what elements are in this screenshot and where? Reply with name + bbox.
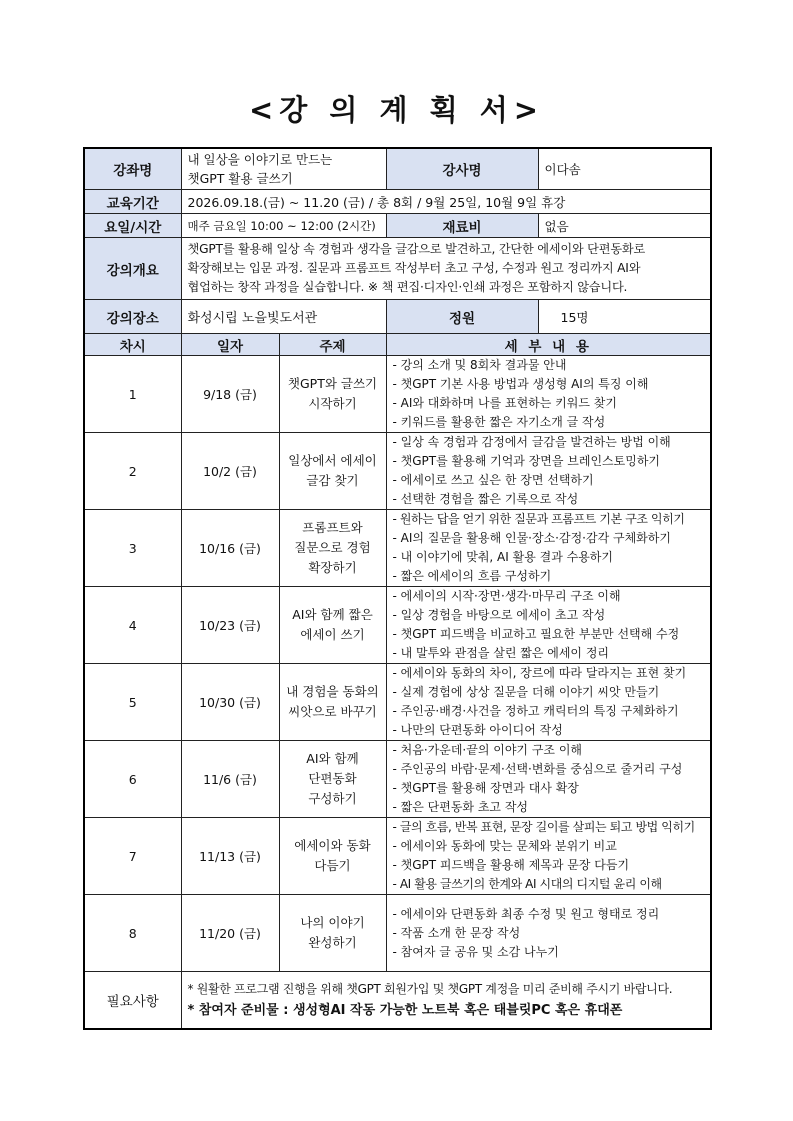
- session-detail-item: - AI와 대화하며 나를 표현하는 키워드 찾기: [392, 396, 617, 410]
- session-topic-line: 챗GPT와 글쓰기: [287, 376, 378, 391]
- session-row: [84, 818, 711, 895]
- session-number: 3: [84, 510, 181, 587]
- session-row: [84, 587, 711, 664]
- session-detail-item: - 짧은 단편동화 초고 작성: [392, 800, 529, 814]
- session-date: 11/13 (금): [181, 818, 279, 895]
- session-topic-line: 구성하기: [308, 791, 357, 806]
- session-detail-item: - 강의 소개 및 8회차 결과물 안내: [392, 358, 567, 372]
- session-topic: [279, 818, 386, 895]
- session-details: [386, 356, 711, 433]
- session-number: 6: [84, 741, 181, 818]
- session-detail-item: - 나만의 단편동화 아이디어 작성: [392, 723, 563, 737]
- session-detail-item: - 일상 속 경험과 감정에서 글감을 발견하는 방법 이해: [392, 435, 671, 449]
- session-detail-item: - 에세이와 동화에 맞는 문체와 분위기 비교: [392, 839, 617, 853]
- session-number: 2: [84, 433, 181, 510]
- session-detail-item: - 챗GPT 피드백을 비교하고 필요한 부분만 선택해 수정: [392, 627, 680, 641]
- session-detail-item: - 처음·가운데·끝의 이야기 구조 이해: [392, 743, 583, 757]
- requirements-label: 필요사항: [84, 972, 181, 1029]
- session-detail-item: - 내 이야기에 맞춰, AI 활용 결과 수용하기: [392, 550, 613, 564]
- session-detail-item: - 내 말투와 관점을 살린 짧은 에세이 정리: [392, 646, 610, 660]
- session-detail-item: - 짧은 에세이의 흐름 구성하기: [392, 569, 552, 583]
- session-number: 1: [84, 356, 181, 433]
- session-topic-line: 프롬프트와: [302, 520, 363, 535]
- fee-label: 재료비: [386, 214, 538, 238]
- session-detail-item: - 주인공·배경·사건을 정하고 캐릭터의 특징 구체화하기: [392, 704, 679, 718]
- period-label: 교육기간: [84, 190, 181, 214]
- session-topic-line: 다듬기: [314, 858, 351, 873]
- overview-label: 강의개요: [84, 238, 181, 300]
- capacity-label: 정원: [386, 300, 538, 334]
- session-topic-line: 씨앗으로 바꾸기: [288, 704, 377, 719]
- session-topic-line: 나의 이야기: [300, 915, 365, 930]
- fee-value: 없음: [538, 214, 711, 238]
- session-detail-item: - 글의 흐름, 반복 표현, 문장 길이를 살피는 퇴고 방법 익히기: [392, 820, 695, 834]
- session-number: 7: [84, 818, 181, 895]
- session-details: [386, 895, 711, 972]
- session-detail-item: - AI의 질문을 활용해 인물·장소·감정·감각 구체화하기: [392, 531, 671, 545]
- session-topic-line: 확장하기: [308, 560, 357, 575]
- session-detail-item: - 에세이로 쓰고 싶은 한 장면 선택하기: [392, 473, 594, 487]
- session-detail-item: - AI 활용 글쓰기의 한계와 AI 시대의 디지털 윤리 이해: [392, 877, 662, 891]
- instructor-value: 이다솜: [538, 148, 711, 190]
- session-topic-line: 시작하기: [308, 396, 357, 411]
- session-detail-item: - 챗GPT를 활용해 기억과 장면을 브레인스토밍하기: [392, 454, 661, 468]
- period-value: 2026.09.18.(금) ~ 11.20 (금) / 총 8회 / 9월 25일, 10월 9일 휴강: [181, 190, 711, 214]
- session-detail-item: - 원하는 답을 얻기 위한 질문과 프롬프트 기본 구조 익히기: [392, 512, 685, 526]
- session-topic-line: 내 경험을 동화의: [286, 684, 379, 699]
- session-detail-item: - 선택한 경험을 짧은 기록으로 작성: [392, 492, 579, 506]
- session-number: 8: [84, 895, 181, 972]
- session-detail-item: - 일상 경험을 바탕으로 에세이 초고 작성: [392, 608, 606, 622]
- instructor-label: 강사명: [386, 148, 538, 190]
- session-topic-line: 질문으로 경험: [294, 540, 371, 555]
- session-detail-item: - 키워드를 활용한 짧은 자기소개 글 작성: [392, 415, 606, 429]
- session-date: 10/23 (금): [181, 587, 279, 664]
- course-label: 강좌명: [84, 148, 181, 190]
- session-number: 4: [84, 587, 181, 664]
- requirements-notes: [181, 972, 711, 1029]
- header-session: 차시: [84, 334, 181, 356]
- session-date: 9/18 (금): [181, 356, 279, 433]
- session-row: [84, 433, 711, 510]
- session-topic: [279, 895, 386, 972]
- capacity-value: 15명: [538, 300, 711, 334]
- supplies-note: * 참여자 준비물 : 생성형AI 작동 가능한 노트북 혹은 태블릿PC 혹은 휴대폰: [187, 1002, 623, 1018]
- session-detail-item: - 작품 소개 한 문장 작성: [392, 925, 521, 940]
- session-topic-line: AI와 함께 짧은: [292, 607, 373, 622]
- session-date: 10/16 (금): [181, 510, 279, 587]
- session-detail-item: - 주인공의 바람·문제·선택·변화를 중심으로 줄거리 구성: [392, 762, 683, 776]
- overview-text: 챗GPT를 활용해 일상 속 경험과 생각을 글감으로 발견하고, 간단한 에세이와 단편동화로 확장해보는 입문 과정. 질문과 프롬프트 작성부터 초고 구성, 수정과 원고 정리까지 AI와 협업하는 창작 과정을 실습합니다. ※ 책 편집·디자인·인쇄 과정은 포함하지 않습니다.: [181, 238, 711, 300]
- session-topic-line: 일상에서 에세이: [288, 453, 377, 468]
- lecture-plan-table: [83, 147, 712, 1030]
- session-date: 10/30 (금): [181, 664, 279, 741]
- session-topic: [279, 433, 386, 510]
- session-detail-item: - 에세이와 단편동화 최종 수정 및 원고 형태로 정리: [392, 906, 660, 921]
- session-topic-line: AI와 함께: [306, 751, 359, 766]
- session-row: [84, 356, 711, 433]
- header-topic: 주제: [279, 334, 386, 356]
- session-topic-line: 에세이 쓰기: [300, 627, 365, 642]
- header-details: 세 부 내 용: [386, 334, 711, 356]
- session-row: [84, 741, 711, 818]
- session-details: [386, 818, 711, 895]
- session-date: 11/6 (금): [181, 741, 279, 818]
- session-topic: [279, 510, 386, 587]
- requirement-note: * 원활한 프로그램 진행을 위해 챗GPT 회원가입 및 챗GPT 계정을 미리 준비해 주시기 바랍니다.: [187, 981, 673, 996]
- header-date: 일자: [181, 334, 279, 356]
- session-topic-line: 단편동화: [308, 771, 357, 786]
- session-details: [386, 664, 711, 741]
- session-details: [386, 433, 711, 510]
- venue-label: 강의장소: [84, 300, 181, 334]
- course-value: 내 일상을 이야기로 만드는 챗GPT 활용 글쓰기: [181, 148, 386, 190]
- session-topic: [279, 356, 386, 433]
- session-topic-line: 완성하기: [308, 935, 357, 950]
- session-row: [84, 664, 711, 741]
- session-number: 5: [84, 664, 181, 741]
- venue-value: 화성시립 노을빛도서관: [181, 300, 386, 334]
- session-detail-item: - 에세이의 시작·장면·생각·마무리 구조 이해: [392, 589, 621, 603]
- session-detail-item: - 참여자 글 공유 및 소감 나누기: [392, 944, 559, 959]
- session-row: [84, 510, 711, 587]
- page-title: <강 의 계 획 서>: [248, 93, 545, 127]
- day-time-value: 매주 금요일 10:00 ~ 12:00 (2시간): [181, 214, 386, 238]
- session-date: 10/2 (금): [181, 433, 279, 510]
- session-topic: [279, 741, 386, 818]
- session-detail-item: - 챗GPT 기본 사용 방법과 생성형 AI의 특징 이해: [392, 377, 649, 391]
- session-detail-item: - 챗GPT 피드백을 활용해 제목과 문장 다듬기: [392, 858, 630, 872]
- session-details: [386, 587, 711, 664]
- session-topic: [279, 664, 386, 741]
- schedule-body: [84, 356, 711, 972]
- session-details: [386, 741, 711, 818]
- session-topic: [279, 587, 386, 664]
- session-detail-item: - 실제 경험에 상상 질문을 더해 이야기 씨앗 만들기: [392, 685, 660, 699]
- session-topic-line: 에세이와 동화: [294, 838, 371, 853]
- day-time-label: 요일/시간: [84, 214, 181, 238]
- session-detail-item: - 챗GPT를 활용해 장면과 대사 확장: [392, 781, 579, 795]
- session-topic-line: 글감 찾기: [306, 473, 359, 488]
- session-row: [84, 895, 711, 972]
- session-detail-item: - 에세이와 동화의 차이, 장르에 따라 달라지는 표현 찾기: [392, 666, 687, 680]
- session-date: 11/20 (금): [181, 895, 279, 972]
- session-details: [386, 510, 711, 587]
